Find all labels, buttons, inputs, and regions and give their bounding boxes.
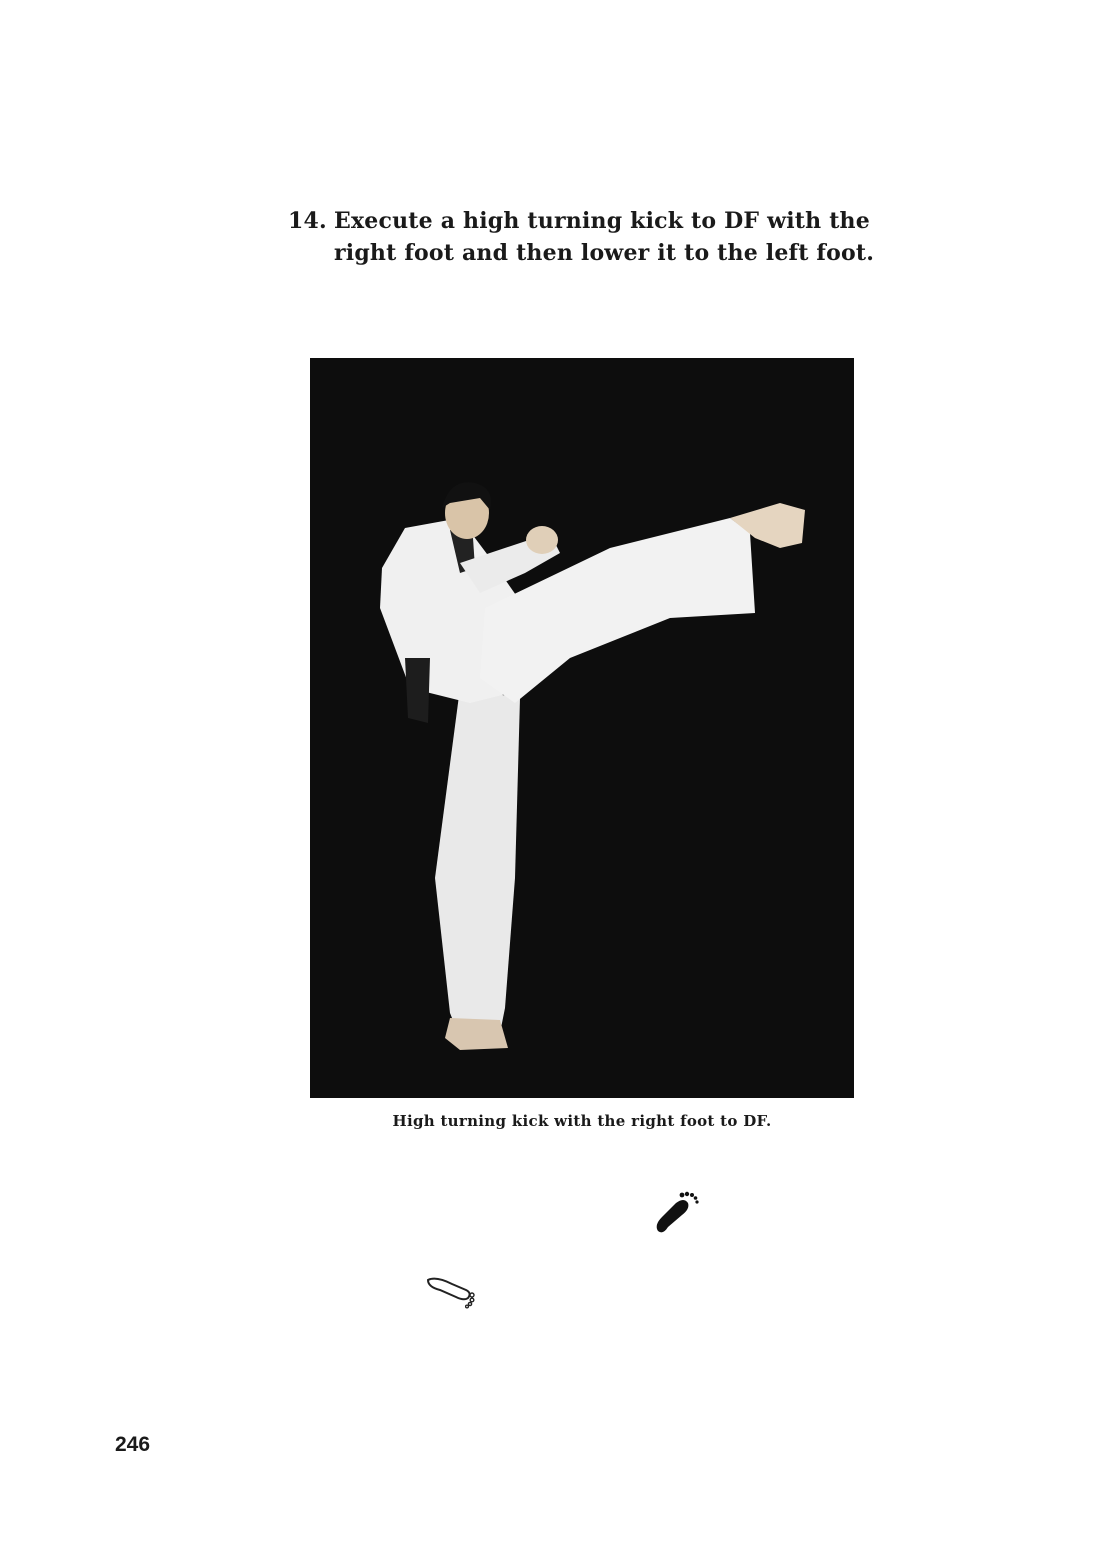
step-text-line-2: right foot and then lower it to the left foot. (334, 240, 875, 266)
kick-figure-illustration (310, 358, 854, 1098)
step-text-line-1: Execute a high turning kick to DF with the (334, 208, 870, 234)
step-instruction (288, 205, 888, 269)
footprint-outline-icon (422, 1270, 484, 1310)
footprint-solid-icon (648, 1185, 704, 1241)
kick-photograph (310, 358, 854, 1098)
step-number: 14. (288, 208, 327, 234)
page-number: 246 (115, 1433, 151, 1456)
figure-caption: High turning kick with the right foot to DF. (392, 1112, 772, 1130)
